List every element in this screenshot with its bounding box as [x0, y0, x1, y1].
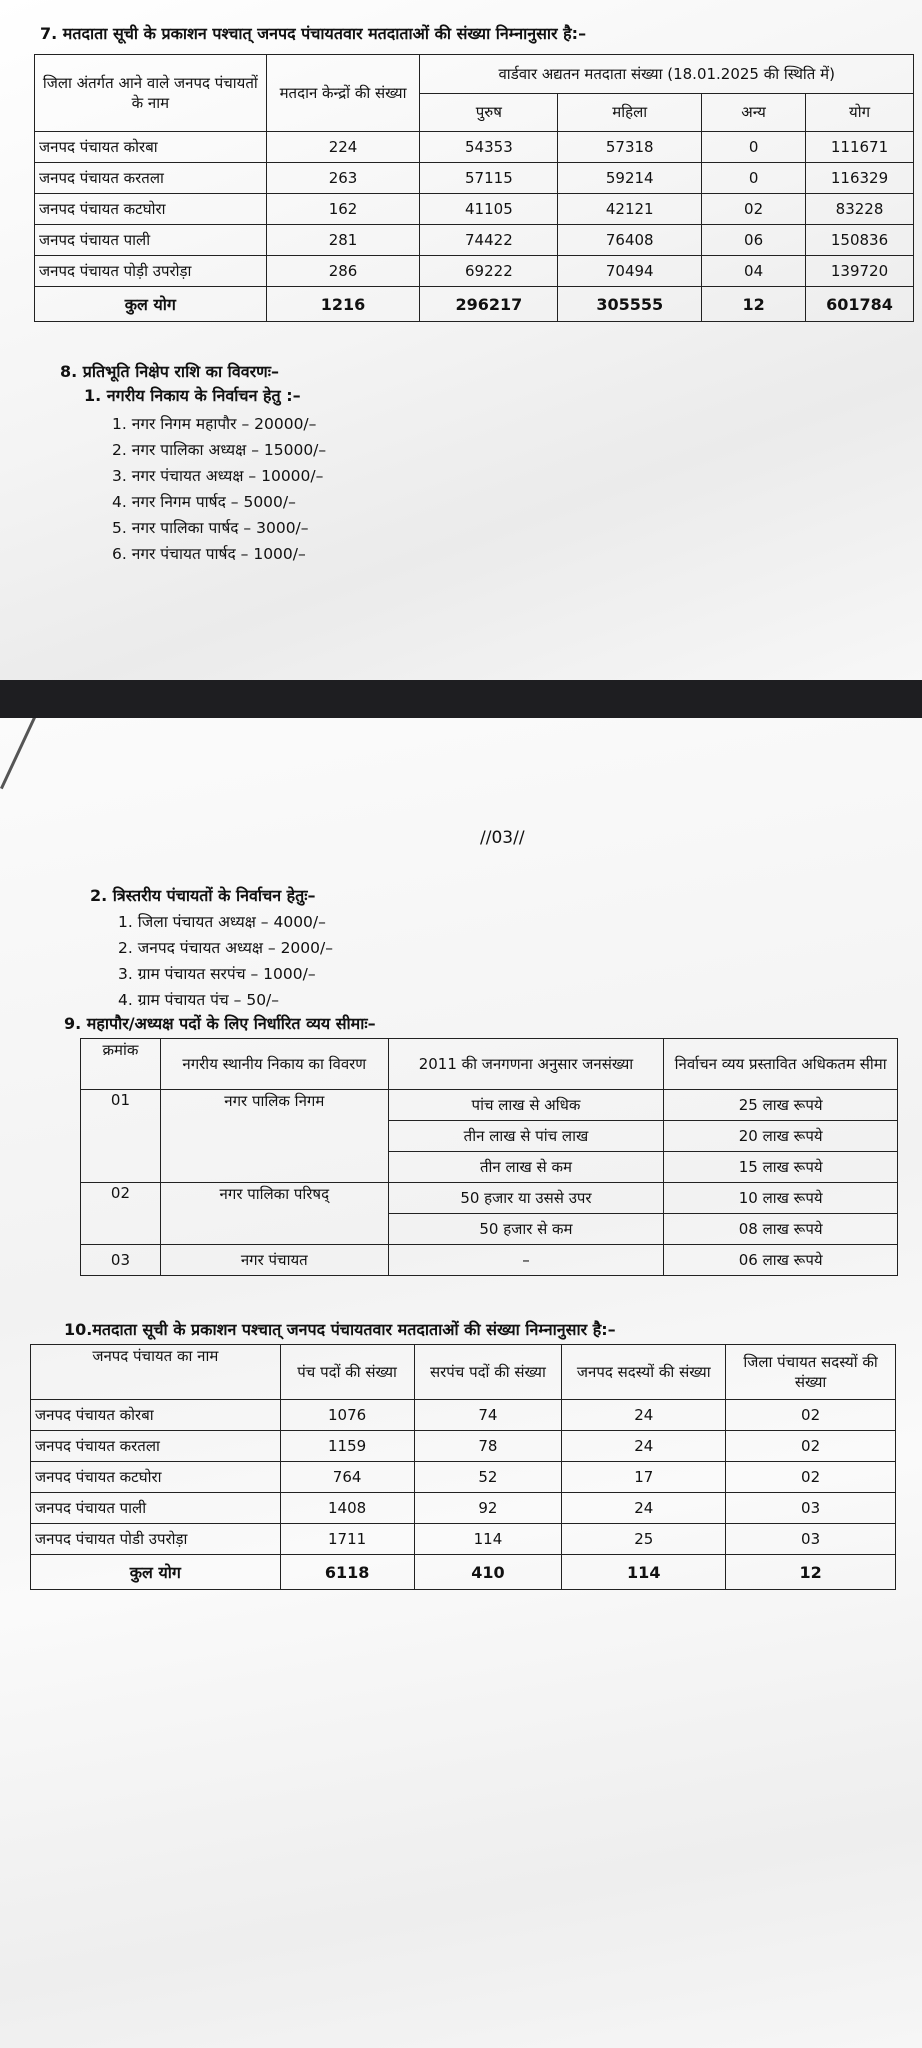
female-count: 59214 [558, 163, 702, 194]
janpad-member-count: 17 [562, 1462, 726, 1493]
janpad-name: जनपद पंचायत पाली [31, 1493, 281, 1524]
local-body-name: नगर पालिक निगम [160, 1090, 388, 1183]
sarpanch-count: 74 [414, 1400, 562, 1431]
population-range: 50 हजार या उससे उपर [388, 1183, 664, 1214]
polling-centres: 281 [266, 225, 420, 256]
expense-limit: 06 लाख रूपये [664, 1245, 898, 1276]
other-count: 0 [702, 132, 806, 163]
header-voter-count: वार्डवार अद्यतन मतदाता संख्या (18.01.2025 की स्थिति में) [420, 55, 914, 94]
total-count: 111671 [806, 132, 914, 163]
list-item: 1. जिला पंचायत अध्यक्ष – 4000/– [118, 913, 326, 931]
header-male: पुरुष [420, 93, 558, 132]
janpad-name: जनपद पंचायत कटघोरा [31, 1462, 281, 1493]
totals-label: कुल योग [31, 1555, 281, 1590]
total-count: 116329 [806, 163, 914, 194]
male-count: 57115 [420, 163, 558, 194]
zila-member-count: 02 [726, 1462, 896, 1493]
list-item: 2. जनपद पंचायत अध्यक्ष – 2000/– [118, 939, 333, 957]
table-row [81, 1245, 898, 1276]
table-row [35, 132, 914, 163]
totals-panch: 6118 [280, 1555, 414, 1590]
table-row [35, 163, 914, 194]
header-other: अन्य [702, 93, 806, 132]
totals-sarpanch: 410 [414, 1555, 562, 1590]
janpad-member-count: 25 [562, 1524, 726, 1555]
expense-limit-table [80, 1038, 898, 1276]
female-count: 57318 [558, 132, 702, 163]
population-range: 50 हजार से कम [388, 1214, 664, 1245]
female-count: 70494 [558, 256, 702, 287]
zila-member-count: 02 [726, 1431, 896, 1462]
zila-member-count: 03 [726, 1493, 896, 1524]
header-janpad-members: जनपद सदस्यों की संख्या [562, 1345, 726, 1400]
janpad-member-count: 24 [562, 1400, 726, 1431]
header-polling-centres: मतदान केन्द्रों की संख्या [266, 55, 420, 132]
table-row [35, 256, 914, 287]
section-7-heading: 7. मतदाता सूची के प्रकाशन पश्चात् जनपद पंचायतवार मतदाताओं की संख्या निम्नानुसार है:– [40, 24, 587, 43]
page-number: //03// [480, 828, 525, 848]
list-item: 2. नगर पालिका अध्यक्ष – 15000/– [112, 441, 327, 459]
polling-centres: 162 [266, 194, 420, 225]
list-item: 1. नगर निगम महापौर – 20000/– [112, 415, 317, 433]
janpad-member-count: 24 [562, 1493, 726, 1524]
totals-centres: 1216 [266, 287, 420, 322]
totals-total: 601784 [806, 287, 914, 322]
section-9-heading: 9. महापौर/अध्यक्ष पदों के लिए निर्धारित व्यय सीमाः– [64, 1014, 376, 1033]
other-count: 04 [702, 256, 806, 287]
voter-count-table [34, 54, 914, 322]
local-body-name: नगर पालिका परिषद् [160, 1183, 388, 1245]
header-serial: क्रमांक [81, 1039, 161, 1090]
janpad-name: जनपद पंचायत पोडी उपरोड़ा [31, 1524, 281, 1555]
janpad-name: जनपद पंचायत कोरबा [31, 1400, 281, 1431]
expense-limit: 20 लाख रूपये [664, 1121, 898, 1152]
janpad-name: जनपद पंचायत कटघोरा [35, 194, 267, 225]
header-total: योग [806, 93, 914, 132]
panch-count: 1076 [280, 1400, 414, 1431]
total-count: 150836 [806, 225, 914, 256]
population-range: – [388, 1245, 664, 1276]
table-row [81, 1090, 898, 1121]
totals-female: 305555 [558, 287, 702, 322]
panch-count: 1408 [280, 1493, 414, 1524]
population-range: पांच लाख से अधिक [388, 1090, 664, 1121]
population-range: तीन लाख से पांच लाख [388, 1121, 664, 1152]
janpad-name: जनपद पंचायत करतला [31, 1431, 281, 1462]
total-count: 139720 [806, 256, 914, 287]
table-row [81, 1183, 898, 1214]
header-expense-limit: निर्वाचन व्यय प्रस्तावित अधिकतम सीमा [664, 1039, 898, 1090]
male-count: 41105 [420, 194, 558, 225]
table-row [31, 1400, 896, 1431]
janpad-member-count: 24 [562, 1431, 726, 1462]
table-row [31, 1462, 896, 1493]
local-body-name: नगर पंचायत [160, 1245, 388, 1276]
expense-limit: 08 लाख रूपये [664, 1214, 898, 1245]
population-range: तीन लाख से कम [388, 1152, 664, 1183]
janpad-name: जनपद पंचायत कोरबा [35, 132, 267, 163]
list-item: 3. नगर पंचायत अध्यक्ष – 10000/– [112, 467, 324, 485]
female-count: 42121 [558, 194, 702, 225]
panch-count: 1711 [280, 1524, 414, 1555]
panchayat-posts-table [30, 1344, 896, 1590]
male-count: 74422 [420, 225, 558, 256]
document-page-2 [0, 718, 922, 2048]
zila-member-count: 02 [726, 1400, 896, 1431]
other-count: 06 [702, 225, 806, 256]
expense-limit: 15 लाख रूपये [664, 1152, 898, 1183]
totals-label: कुल योग [35, 287, 267, 322]
male-count: 54353 [420, 132, 558, 163]
header-panch-posts: पंच पदों की संख्या [280, 1345, 414, 1400]
serial-number: 02 [81, 1183, 161, 1245]
table-row [35, 194, 914, 225]
totals-janpad: 114 [562, 1555, 726, 1590]
sarpanch-count: 78 [414, 1431, 562, 1462]
totals-zila: 12 [726, 1555, 896, 1590]
totals-row [31, 1555, 896, 1590]
serial-number: 03 [81, 1245, 161, 1276]
serial-number: 01 [81, 1090, 161, 1183]
zila-member-count: 03 [726, 1524, 896, 1555]
document-page-1 [0, 0, 922, 680]
section-8-heading: 8. प्रतिभूति निक्षेप राशि का विवरणः– [60, 362, 279, 381]
female-count: 76408 [558, 225, 702, 256]
totals-row [35, 287, 914, 322]
male-count: 69222 [420, 256, 558, 287]
page-separator [0, 680, 922, 718]
header-janpad-name: जनपद पंचायत का नाम [31, 1345, 281, 1400]
table-row [35, 225, 914, 256]
header-local-body: नगरीय स्थानीय निकाय का विवरण [160, 1039, 388, 1090]
other-count: 02 [702, 194, 806, 225]
polling-centres: 286 [266, 256, 420, 287]
expense-limit: 10 लाख रूपये [664, 1183, 898, 1214]
sarpanch-count: 92 [414, 1493, 562, 1524]
sarpanch-count: 52 [414, 1462, 562, 1493]
table-row [31, 1524, 896, 1555]
janpad-name: जनपद पंचायत करतला [35, 163, 267, 194]
polling-centres: 224 [266, 132, 420, 163]
header-zila-members: जिला पंचायत सदस्यों की संख्या [726, 1345, 896, 1400]
header-janpad-name: जिला अंतर्गत आने वाले जनपद पंचायतों के नाम [35, 55, 267, 132]
totals-male: 296217 [420, 287, 558, 322]
janpad-name: जनपद पंचायत पाली [35, 225, 267, 256]
list-item: 4. नगर निगम पार्षद – 5000/– [112, 493, 296, 511]
panchayat-subheading: 2. त्रिस्तरीय पंचायतों के निर्वाचन हेतुः– [90, 886, 316, 905]
list-item: 5. नगर पालिका पार्षद – 3000/– [112, 519, 309, 537]
other-count: 0 [702, 163, 806, 194]
list-item: 6. नगर पंचायत पार्षद – 1000/– [112, 545, 306, 563]
janpad-name: जनपद पंचायत पोड़ी उपरोड़ा [35, 256, 267, 287]
table-row [31, 1493, 896, 1524]
panch-count: 1159 [280, 1431, 414, 1462]
section-10-heading: 10.मतदाता सूची के प्रकाशन पश्चात् जनपद पंचायतवार मतदाताओं की संख्या निम्नानुसार है:– [64, 1320, 616, 1339]
urban-bodies-subheading: 1. नगरीय निकाय के निर्वाचन हेतु :– [84, 386, 301, 405]
list-item: 4. ग्राम पंचायत पंच – 50/– [118, 991, 280, 1009]
header-female: महिला [558, 93, 702, 132]
header-sarpanch-posts: सरपंच पदों की संख्या [414, 1345, 562, 1400]
expense-limit: 25 लाख रूपये [664, 1090, 898, 1121]
polling-centres: 263 [266, 163, 420, 194]
paper-fold-line [0, 718, 49, 789]
list-item: 3. ग्राम पंचायत सरपंच – 1000/– [118, 965, 316, 983]
totals-other: 12 [702, 287, 806, 322]
total-count: 83228 [806, 194, 914, 225]
table-row [31, 1431, 896, 1462]
panch-count: 764 [280, 1462, 414, 1493]
header-population: 2011 की जनगणना अनुसार जनसंख्या [388, 1039, 664, 1090]
sarpanch-count: 114 [414, 1524, 562, 1555]
